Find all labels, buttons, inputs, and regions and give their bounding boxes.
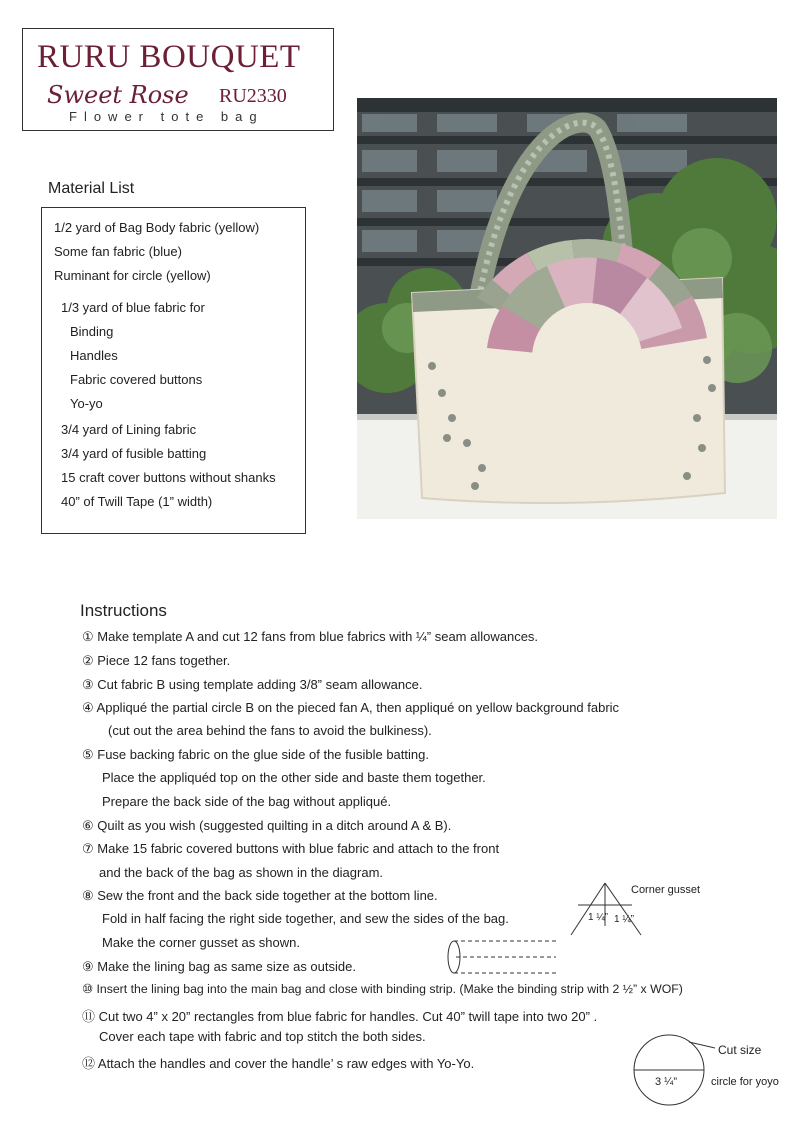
title-box <box>22 28 334 131</box>
instruction-line: ⑤ Fuse backing fabric on the glue side of the fusible batting. <box>82 747 429 762</box>
material-item: Fabric covered buttons <box>70 372 203 387</box>
material-item: 40” of Twill Tape (1” width) <box>61 494 213 509</box>
script-line: Sweet Rose <box>47 81 189 109</box>
instruction-line: Make the corner gusset as shown. <box>102 935 300 950</box>
instruction-line: ③ Cut fabric B using template adding 3/8” seam allowance. <box>82 677 423 692</box>
instruction-line: ⑩ Insert the lining bag into the main bag and close with binding strip. (Make the binding strip with 2 ½” x WOF) <box>82 982 683 996</box>
instruction-line: Place the appliquéd top on the other side and baste them together. <box>102 770 486 785</box>
material-item: 1/3 yard of blue fabric for <box>61 300 205 315</box>
instruction-line: Cover each tape with fabric and top stitch the both sides. <box>99 1029 426 1044</box>
material-item: Yo-yo <box>70 396 103 411</box>
product-code: RU2330 <box>219 85 287 107</box>
material-item: 3/4 yard of Lining fabric <box>61 422 197 437</box>
circle-caption: circle for yoyo <box>711 1076 779 1088</box>
material-item: Some fan fabric (blue) <box>54 244 182 259</box>
brand-title: RURU BOUQUET <box>37 39 301 75</box>
gusset-left-measure: 1 ¼” <box>588 912 609 923</box>
material-item: Binding <box>70 324 114 339</box>
circle-measure: 3 ¼” <box>655 1076 678 1088</box>
instruction-line: ⑧ Sew the front and the back side together at the bottom line. <box>82 888 438 903</box>
instruction-line: ⑨ Make the lining bag as same size as outside. <box>82 959 356 974</box>
subtitle: Flower tote bag <box>69 109 264 124</box>
cut-size-label: Cut size <box>718 1043 762 1057</box>
handle-tube-diagram <box>444 938 559 978</box>
instruction-line: ⑪ Cut two 4” x 20” rectangles from blue fabric for handles. Cut 40” twill tape into two 20” . <box>82 1009 598 1024</box>
gusset-right-measure: 1 ¼” <box>614 914 635 925</box>
corner-gusset-label: Corner gusset <box>631 884 701 896</box>
instruction-line: ④ Appliqué the partial circle B on the pieced fan A, then appliqué on yellow background fabric <box>82 700 620 715</box>
material-list-heading: Material List <box>48 180 135 197</box>
instructions-heading: Instructions <box>80 601 167 620</box>
tote-bag-photo <box>357 98 777 519</box>
material-item: Handles <box>70 348 118 363</box>
instruction-line: Fold in half facing the right side together, and sew the sides of the bag. <box>102 911 509 926</box>
material-item: Ruminant for circle (yellow) <box>54 268 211 283</box>
instruction-line: and the back of the bag as shown in the diagram. <box>99 865 384 880</box>
material-item: 1/2 yard of Bag Body fabric (yellow) <box>54 220 260 235</box>
instruction-line: (cut out the area behind the fans to avoid the bulkiness). <box>108 723 432 738</box>
instruction-line: ⑦ Make 15 fabric covered buttons with blue fabric and attach to the front <box>82 841 500 856</box>
material-item: 3/4 yard of fusible batting <box>61 446 207 461</box>
instruction-line: ⑫ Attach the handles and cover the handle’ s raw edges with Yo-Yo. <box>82 1056 475 1071</box>
material-item: 15 craft cover buttons without shanks <box>61 470 276 485</box>
instruction-line: ⑥ Quilt as you wish (suggested quilting in a ditch around A & B). <box>82 818 452 833</box>
instruction-line: ① Make template A and cut 12 fans from blue fabrics with ¼” seam allowances. <box>82 629 539 644</box>
material-list-box <box>41 207 306 534</box>
instruction-line: ② Piece 12 fans together. <box>82 653 231 668</box>
instruction-line: Prepare the back side of the bag without appliqué. <box>102 794 392 809</box>
yoyo-circle-diagram <box>625 1032 715 1108</box>
